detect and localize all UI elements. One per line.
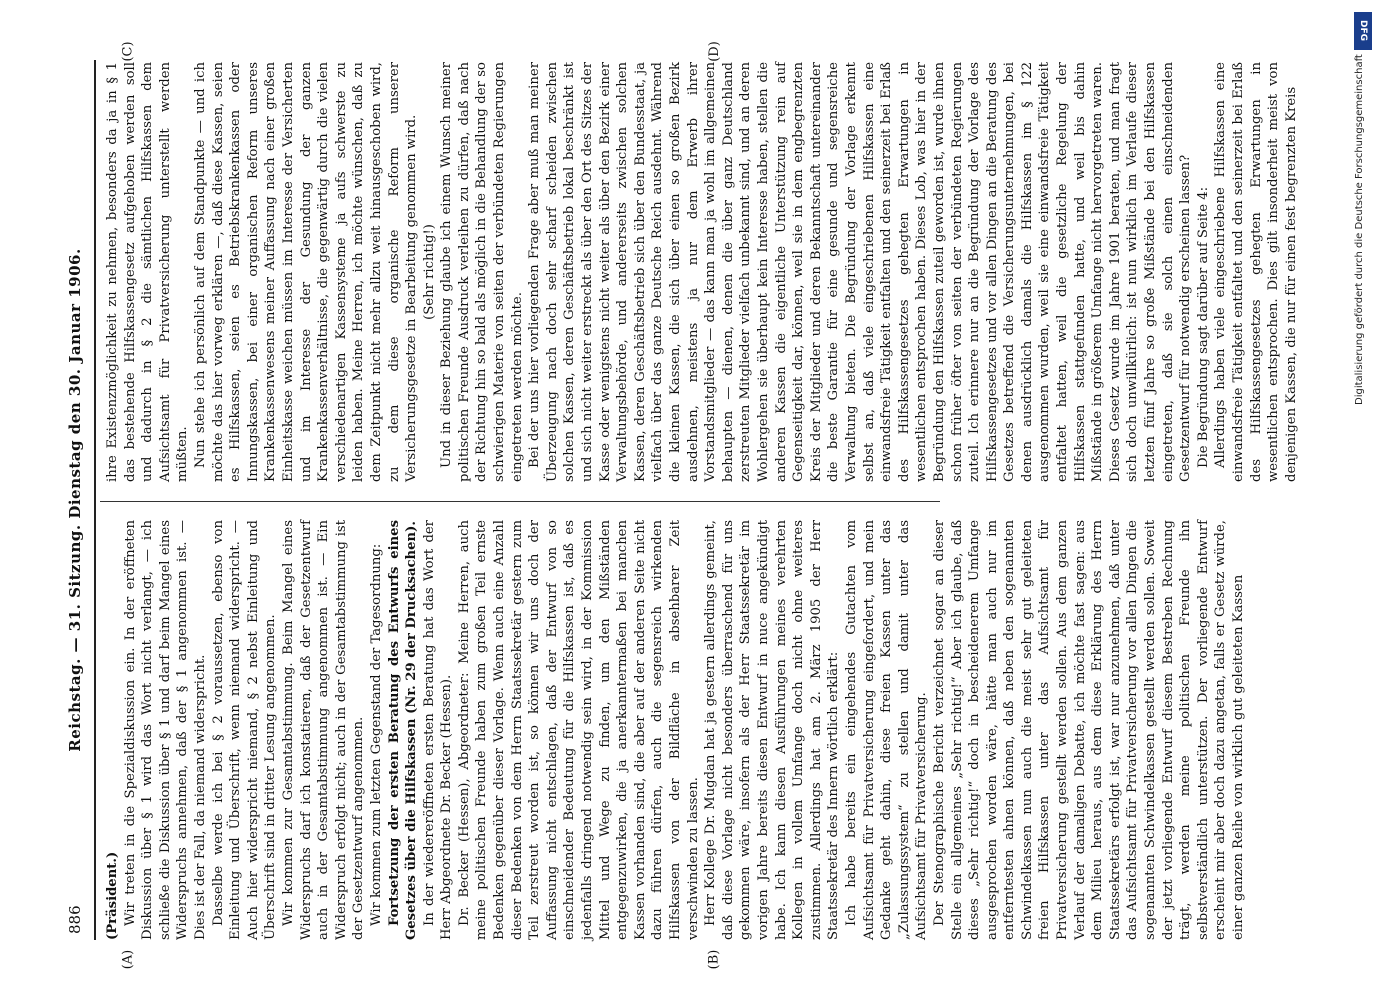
paragraph: In der wiedereröffneten ersten Beratung hat das Wort der Herr Abgeordnete Dr. Becker (Hessen). bbox=[421, 520, 455, 940]
paragraph: Und in dieser Beziehung glaube ich einem Wunsch meiner politischen Freunde Ausdruck verleihen zu dürfen, daß nach der Richtung hin so bald als möglich in die Behandlung der so schwierigen Materie von seiten der verbündeten Regierungen eingetreten werden möchte. bbox=[439, 62, 525, 482]
margin-marker-a: (A) bbox=[120, 949, 136, 970]
paragraph: Bei der uns hier vorliegenden Frage aber muß man meiner Überzeugung nach doch sehr scharf scheiden zwischen solchen Kassen, deren Geschäftsbetrieb lokal beschränkt ist und sich nicht weiter erstreckt als über den Ort des Sitzes der Kasse oder wenigstens nicht weiter als über den Bezirk einer Verwaltungsbehörde, und andererseits zwischen solchen Kassen, deren Geschäftsbetrieb sich über den Bundesstaat, ja vielfach über das ganze Deutsche Reich ausdehnt. Während die kleinen Kassen, die sich über einen so großen Bezirk ausdehnen, meistens ja nur dem Erwerb ihrer Vorstandsmitglieder — das kann man ja wohl im allgemeinen behaupten — dienen, denen die über ganz Deutschland zerstreuten Mitglieder vielfach unbekannt sind, und an deren Wohlergehen sie überhaupt kein Interesse haben, stellen die anderen Kassen die eigentliche Unterstützung rein auf Gegenseitigkeit dar, können, weil sie in dem engbegrenzten Kreis der Mitglieder und deren Bekanntschaft untereinander die beste Garantie für eine gesunde und segensreiche Verwaltung bieten. Die Begründung der Vorlage erkennt selbst an, daß viele eingeschriebenen Hilfskassen eine einwandsfreie Tätigkeit entfalten und den seinerzeit bei Erlaß des Hilfskassengesetzes gehegten Erwartungen in wesentlichen entsprochen haben. Dieses Lob, was hier in der Begründung den Hilfskassen zuteil geworden ist, wurde ihnen schon früher öfter von seiten der verbündeten Regierungen zuteil. Ich erinnere nur an die Begründung der Vorlage des Hilfskassengesetzes und vor allen Dingen an die Beratung des Gesetzes betreffend die Versicherungsunternehmungen, bei denen ausdrücklich damals die Hilfskassen im § 122 ausgenommen wurden, weil sie eine einwandsfreie Tätigkeit entfaltet hatten, weil die gesetzliche Regelung der Hilfskassen stattgefunden hatte, und weil bis dahin Mißstände in größerem Umfange nicht hervorgetreten waren. Dieses Gesetz wurde im Jahre 1901 beraten, und man fragt sich doch unwillkürlich: ist nun wirklich im Verlaufe dieser letzten fünf Jahre so große Mißstände bei den Hilfskassen eingetreten, daß sie solch einen einschneidenden Gesetzentwurf für notwendig erscheinen lassen? bbox=[527, 62, 1194, 482]
rotated-page-content bbox=[60, 60, 1310, 940]
quotation: Allerdings haben viele eingeschriebene Hilfskassen eine einwandsfreie Tätigkeit entfaltet und den seinerzeit bei Erlaß des Hilfskassengesetzes gehegten Erwartungen in wesentlichen entsprochen. Dies gilt insonderheit meist von denjenigen Kassen, die nur für einen fest begrenzten Kreis bbox=[1213, 62, 1299, 482]
left-column bbox=[104, 520, 1248, 940]
margin-marker-d: (D) bbox=[706, 41, 722, 62]
paragraph: Nun stehe ich persönlich auf dem Standpunkte — und ich möchte das hier vorweg erklären —, daß diese Kassen, seien es Hilfskassen, seien es Betriebskrankenkassen oder Innungskassen, bei einer organischen Reform unseres Krankenkassenwesens meiner Auffassung nach einer großen Einheitskasse weichen müssen im Interesse der Versicherten und im Interesse der Gesundung der ganzen Krankenkassenverhältnisse, die gegenwärtig durch die vielen verschiedenartigen Kassensysteme ja aufs schwerste zu leiden haben. Meine Herren, ich möchte wünschen, daß zu dem Zeitpunkt nicht mehr allzu weit hinausgeschoben wird, zu dem diese organische Reform unserer Versicherungsgesetze in Bearbeitung genommen wird. bbox=[192, 62, 420, 482]
margin-marker-b: (B) bbox=[706, 949, 722, 970]
running-title: Reichstag. — 31. Sitzung. Dienstag den 30. Januar 1906. bbox=[66, 248, 84, 752]
header-rule bbox=[94, 60, 96, 940]
digitization-credit: Digitalisierung gefördert durch die Deutsche Forschungsgemeinschaft bbox=[1354, 54, 1365, 405]
dfg-logo: DFG bbox=[1354, 12, 1372, 50]
right-column bbox=[104, 62, 1300, 482]
paragraph: Herr Kollege Dr. Mugdan hat ja gestern allerdings gemeint, daß diese Vorlage nicht besonders überraschend für uns gekommen wäre, insofern als der Herr Staatssekretär im vorigen Jahre bereits diesen Entwurf in nuce angekündigt habe. Ich kann diesen Ausführungen meines verehrten Kollegen in vollem Umfange doch nicht ohne weiteres zustimmen. Allerdings hat am 2. März 1905 der Herr Staatssekretär des Innern wörtlich erklärt: bbox=[703, 520, 842, 940]
paragraph: (Präsident.) bbox=[105, 851, 120, 940]
paragraph: Wir treten in die Spezialdiskussion ein. In der eröffneten Diskussion über § 1 wird das Wort nicht verlangt, — ich schließe die Diskussion über § 1 und darf beim Mangel eines Widerspruchs annehmen, daß der § 1 angenommen ist. — Dies ist der Fall, da niemand widerspricht. bbox=[122, 520, 208, 940]
digitization-stamp bbox=[1352, 10, 1374, 990]
paragraph: Die Begründung sagt darüber auf Seite 4: bbox=[1195, 186, 1211, 468]
paragraph: Wir kommen zum letzten Gegenstand der Tagesordnung: bbox=[368, 543, 384, 926]
paragraph: Dr. Becker (Hessen), Abgeordneter: Meine Herren, auch meine politischen Freunde haben zum großen Teil ernste Bedenken gegenüber dieser Vorlage. Wenn auch eine Anzahl dieser Bedenken von dem Herrn Staatssekretär gestern zum Teil zerstreut worden ist, so können wir uns doch der Auffassung nicht entschlagen, daß der Entwurf von so einschneidender Bedeutung für die Hilfskassen ist, daß es jedenfalls dringend notwendig sein wird, in der Kommission Mittel und Wege zu finden, um den Mißständen entgegenzuwirken, die ja anerkanntermaßen bei manchen Kassen vorhanden sind, die aber auf der anderen Seite nicht dazu führen dürfen, auch die segensreich wirkenden Hilfskassen von der Bildfläche in absehbarer Zeit verschwinden zu lassen. bbox=[456, 520, 701, 940]
paragraph: Wir kommen zur Gesamtabstimmung. Beim Mangel eines Widerspruchs darf ich konstatieren, daß der Gesetzentwurf auch in der Gesamtabstimmung angenommen ist. — Ein Widerspruch erfolgt nicht; auch in der Gesamtabstimmung ist der Gesetzentwurf angenommen. bbox=[280, 520, 367, 940]
margin-marker-c: (C) bbox=[120, 41, 136, 62]
page-number: 886 bbox=[66, 905, 84, 934]
column-divider bbox=[100, 501, 940, 502]
paragraph: Der Stenographische Bericht verzeichnet sogar an dieser Stelle ein allgemeines „Sehr richtig!“ Aber ich glaube, daß dieses „Sehr richtig!“ doch in bescheidenerem Umfange ausgesprochen worden wäre, hätte man auch nur im entferntesten ahnen können, daß neben den sogenannten Schwindelkassen nun auch die meist sehr gut geleiteten freien Hilfskassen unter das Aufsichtsamt für Privatversicherung gestellt werden sollen. Aus dem ganzen Verlauf der damaligen Debatte, ich möchte fast sagen: aus dem Milieu heraus, aus dem diese Erklärung des Herrn Staatssekretärs erfolgt ist, war nur anzunehmen, daß unter das Aufsichtsamt für Privatversicherung vor allen Dingen die sogenannten Schwindelkassen gestellt werden sollen. Soweit der jetzt vorliegende Entwurf diesem Bestreben Rechnung trägt, werden meine politischen Freunde ihn selbstverständlich unterstützen. Der vorliegende Entwurf erscheint mir aber doch dazu angetan, falls er Gesetz würde, einer ganzen Reihe von wirklich gut geleiteten Kassen bbox=[931, 520, 1246, 940]
quotation: Ich habe bereits ein eingehendes Gutachten vom Aufsichtsamt für Privatversicherung eingefordert, und mein Gedanke geht dahin, diese freien Kassen unter das „Zulassungssystem“ zu stellen und damit unter das Aufsichtsamt für Privatversicherung. bbox=[843, 520, 930, 940]
agenda-item-heading: Fortsetzung der ersten Beratung des Entwurfs eines Gesetzes über die Hilfskassen (Nr. 29 der Drucksachen). bbox=[386, 520, 420, 940]
paragraph: ihre Existenzmöglichkeit zu nehmen, besonders da ja in § 1 das bestehende Hilfskassengesetz aufgehoben werden soll und dadurch in § 2 die sämtlichen Hilfskassen dem Aufsichtsamt für Privatversicherung unterstellt werden müßten. bbox=[105, 62, 191, 482]
paragraph: Dasselbe werde ich bei § 2 voraussetzen, ebenso von Einleitung und Überschrift, wenn niemand widerspricht. — Auch hier widerspricht niemand, § 2 nebst Einleitung und Überschrift sind in dritter Lesung angenommen. bbox=[210, 520, 279, 940]
interjection: (Sehr richtig!) bbox=[421, 224, 437, 320]
